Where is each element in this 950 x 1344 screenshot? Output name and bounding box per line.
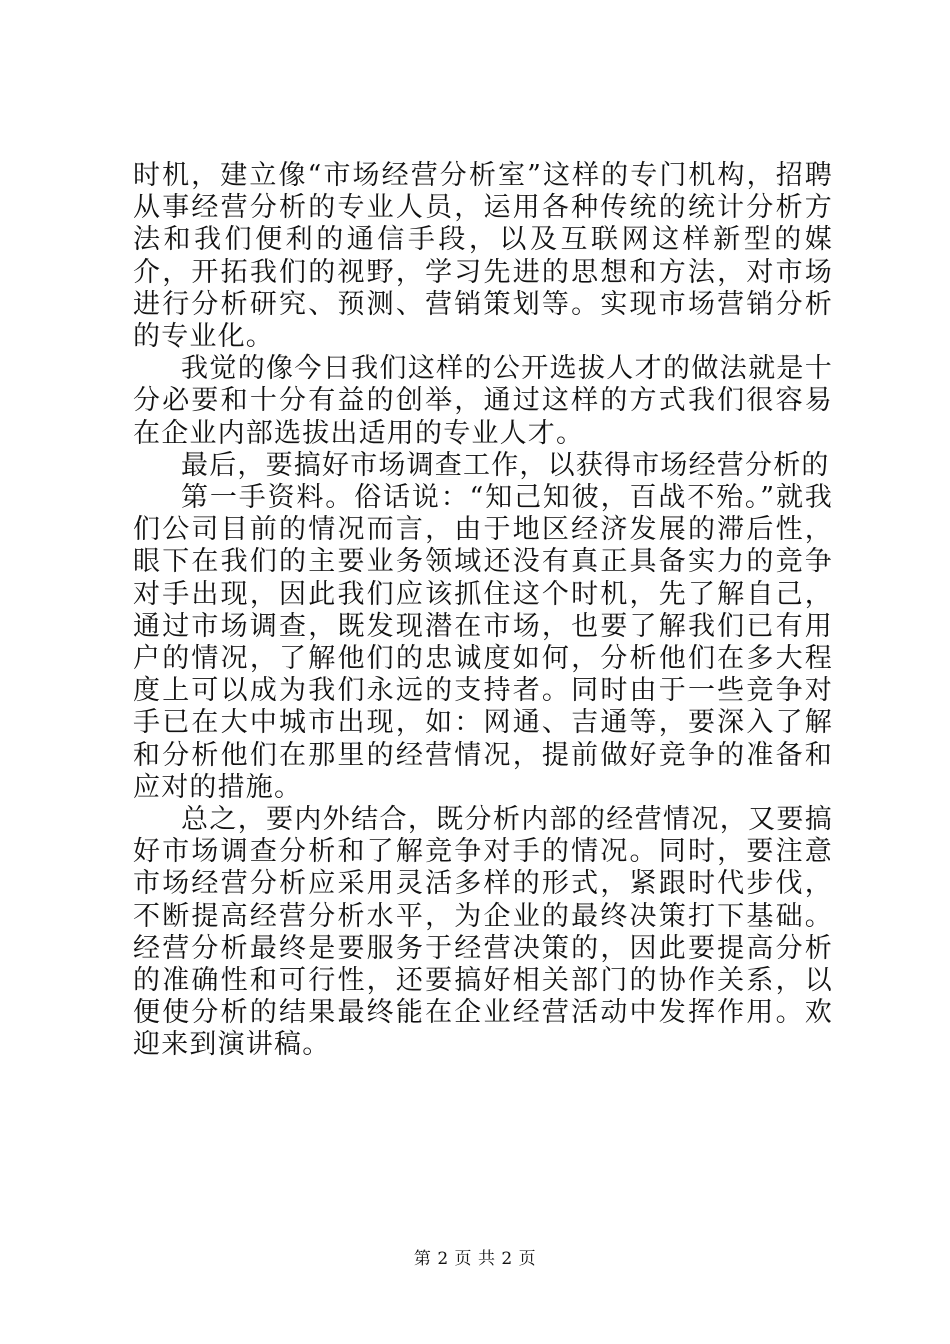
document-body [133,160,833,1062]
paragraph-3: 最后，要搞好市场调查工作，以获得市场经营分析的 [181,449,830,481]
paragraph-5: 总之，要内外结合，既分析内部的经营情况，又要搞好市场调查分析和了解竞争对手的情况。同时，要注意市场经营分析应采用灵活多样的形式，紧跟时代步伐，不断提高经营分析水平，为企业的最终决策打下基础。经营分析最终是要服务于经营决策的，因此要提高分析的准确性和可行性，还要搞好相关部门的协作关系，以便使分析的结果最终能在企业经营活动中发挥作用。欢迎来到演讲稿。 [133,804,833,1061]
paragraph-1: 时机，建立像“市场经营分析室”这样的专门机构，招聘从事经营分析的专业人员，运用各种传统的统计分析方法和我们便利的通信手段，以及互联网这样新型的媒介，开拓我们的视野，学习先进的思想和方法，对市场进行分析研究、预测、营销策划等。实现市场营销分析的专业化。 [133,160,833,353]
page-number-footer: 第 2 页 共 2 页 [413,1249,537,1269]
paragraph-4: 第一手资料。俗话说：“知己知彼，百战不殆。”就我们公司目前的情况而言，由于地区经济发展的滞后性，眼下在我们的主要业务领域还没有真正具备实力的竞争对手出现，因此我们应该抓住这个时机，先了解自己，通过市场调查，既发现潜在市场，也要了解我们已有用户的情况，了解他们的忠诚度如何，分析他们在多大程度上可以成为我们永远的支持者。同时由于一些竞争对手已在大中城市出现，如：网通、吉通等，要深入了解和分析他们在那里的经营情况，提前做好竞争的准备和应对的措施。 [133,482,833,803]
paragraph-2: 我觉的像今日我们这样的公开选拔人才的做法就是十分必要和十分有益的创举，通过这样的方式我们很容易在企业内部选拔出适用的专业人才。 [133,353,833,449]
